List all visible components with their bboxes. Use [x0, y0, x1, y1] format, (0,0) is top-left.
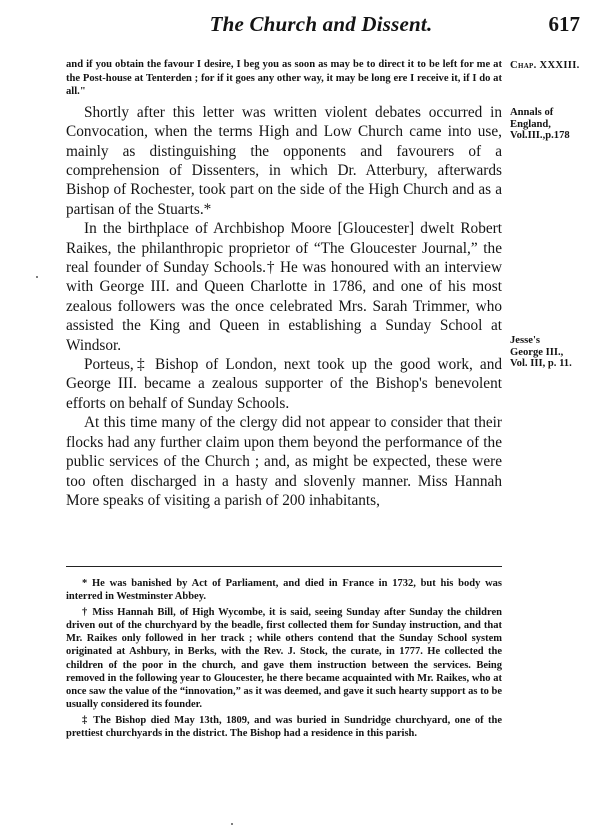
footnote-asterisk: * He was banished by Act of Parliament, and died in France in 1732, but his body was interred in Westminster Abbey.	[66, 578, 502, 603]
scan-speck	[36, 276, 38, 278]
footnote-dagger: † Miss Hannah Bill, of High Wycombe, it is said, seeing Sunday after Sunday the children driven out of the churchyard by the beadle, first collected them for Sunday instruction, and that Mr. Raikes only followed in her track ; while others contend that the Sunday School system originated at Ashbury, in Berks, with the Rev. J. Stock, the curate, in 1777. He collected the children of the poor in the church, and gave them instruction between the services. Being removed in the following year to Gloucester, he there became acquainted with Mr. Raikes, who at once saw the value of the “innovation,” as it was deemed, and gave it such hearty support as to be usually considered its founder.	[66, 607, 502, 710]
margin-note-line: Vol.III.,p.178	[510, 130, 570, 141]
margin-note-line: Vol. III, p. 11.	[510, 358, 572, 369]
footnotes	[66, 577, 502, 743]
page-number: 617	[548, 12, 580, 36]
margin-note-line: George III.,	[510, 346, 564, 358]
margin-note-annals	[510, 107, 596, 142]
main-text	[66, 58, 502, 510]
margin-note-chapter: Chap. XXXIII.	[510, 60, 580, 71]
quoted-letter-end: and if you obtain the favour I desire, I beg you as soon as may be to direct it to be left for me at the Post-house at Tenterden ; for if it goes any other way, it may be long ere I receive it, if I do at all."	[66, 59, 502, 98]
margin-note-line: England,	[510, 118, 551, 130]
margin-note-line: Annals of	[510, 107, 554, 118]
paragraph-robert-raikes: In the birthplace of Archbishop Moore [Gloucester] dwelt Robert Raikes, the philanthropic proprietor of “The Gloucester Journal,” the real founder of Sunday Schools.† He was honoured with an interview with George III. and Queen Charlotte in 1786, and one of his most zealous followers was the once celebrated Mrs. Sarah Trimmer, who assisted the King and Queen in establishing a Sunday School at Windsor.	[66, 220, 502, 354]
scan-speck	[231, 823, 233, 825]
paragraph-convocation: Shortly after this letter was written violent debates occurred in Convocation, when the terms High and Low Church came into use, mainly as distinguishing the opponents and favourers of a comprehension of Dissenters, in which Dr. Atterbury, afterwards Bishop of Rochester, took part on the side of the High Church and as a partisan of the Stuarts.*	[66, 103, 502, 218]
paragraph-clergy: At this time many of the clergy did not appear to consider that their flocks had any further claim upon them beyond the performance of the public services of the Church ; and, as might be expected, these were too often discharged in a hasty and slovenly manner. Miss Hannah More speaks of visiting a parish of 200 inhabitants,	[66, 414, 502, 509]
margin-note-jesse	[510, 335, 596, 370]
page-header	[62, 12, 580, 42]
footnote-double-dagger: ‡ The Bishop died May 13th, 1809, and was buried in Sundridge churchyard, one of the prettiest churchyards in the district. The Bishop had a residence in this parish.	[66, 714, 502, 740]
margin-note-line: Jesse's	[510, 335, 541, 346]
paragraph-porteus: Porteus,‡ Bishop of London, next took up the good work, and George III. became a zealous supporter of the Bishop's benevolent efforts on behalf of Sunday Schools.	[66, 356, 502, 412]
running-title: The Church and Dissent.	[209, 12, 433, 36]
footnote-rule	[66, 566, 502, 567]
